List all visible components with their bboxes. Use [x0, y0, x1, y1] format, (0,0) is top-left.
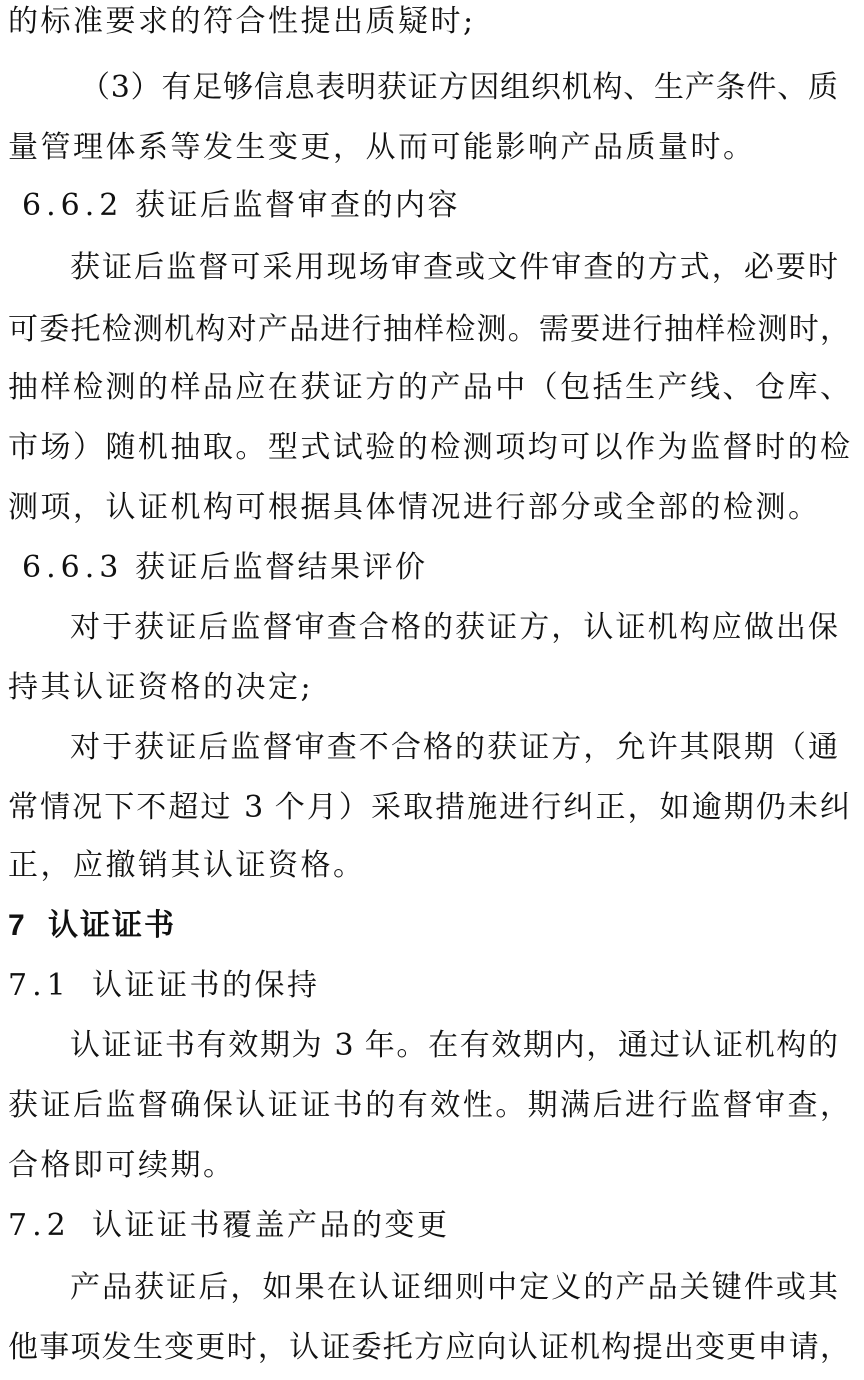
- paragraph-line: 持其认证资格的决定;: [8, 670, 314, 705]
- paragraph-line: 抽样检测的样品应在获证方的产品中（包括生产线、仓库、: [8, 370, 850, 405]
- paragraph-line: 他事项发生变更时，认证委托方应向认证机构提出变更申请，: [8, 1330, 850, 1365]
- paragraph-line: 常情况下不超过 3 个月）采取措施进行纠正，如逾期仍未纠: [8, 790, 850, 825]
- section-number-7-2: 7.2: [8, 1208, 71, 1243]
- section-title-7-2: 认证证书覆盖产品的变更: [92, 1208, 450, 1243]
- section-title-6-6-3: 获证后监督结果评价: [135, 550, 428, 585]
- chapter-number-7: 7: [8, 909, 27, 942]
- paragraph-line: 获证后监督确保认证证书的有效性。期满后进行监督审查，: [8, 1088, 850, 1123]
- section-number-6-6-2: 6.6.2: [22, 188, 124, 223]
- paragraph-line: 合格即可续期。: [8, 1148, 236, 1183]
- section-title-7-1: 认证证书的保持: [92, 968, 320, 1003]
- section-number-7-1: 7.1: [8, 968, 71, 1003]
- section-number-6-6-3: 6.6.3: [22, 550, 124, 585]
- paragraph-line: 正，应撤销其认证资格。: [8, 848, 366, 883]
- paragraph-line: 对于获证后监督审查合格的获证方，认证机构应做出保: [70, 610, 838, 645]
- paragraph-line: 市场）随机抽取。型式试验的检测项均可以作为监督时的检: [8, 430, 850, 465]
- paragraph-line: 获证后监督可采用现场审查或文件审查的方式，必要时: [70, 250, 838, 285]
- list-item-3-line: 量管理体系等发生变更，从而可能影响产品质量时。: [8, 130, 756, 165]
- paragraph-line: 的标准要求的符合性提出质疑时;: [8, 4, 476, 39]
- paragraph-line: 可委托检测机构对产品进行抽样检测。需要进行抽样检测时，: [8, 312, 850, 347]
- paragraph-line: 产品获证后，如果在认证细则中定义的产品关键件或其: [70, 1270, 838, 1305]
- section-title-6-6-2: 获证后监督审查的内容: [135, 188, 460, 223]
- chapter-title-7: 认证证书: [48, 909, 176, 942]
- paragraph-line: 对于获证后监督审查不合格的获证方，允许其限期（通: [70, 730, 838, 765]
- paragraph-line: 测项，认证机构可根据具体情况进行部分或全部的检测。: [8, 490, 821, 525]
- list-item-3-line: （3）有足够信息表明获证方因组织机构、生产条件、质: [80, 70, 838, 105]
- paragraph-line: 认证证书有效期为 3 年。在有效期内，通过认证机构的: [70, 1028, 838, 1063]
